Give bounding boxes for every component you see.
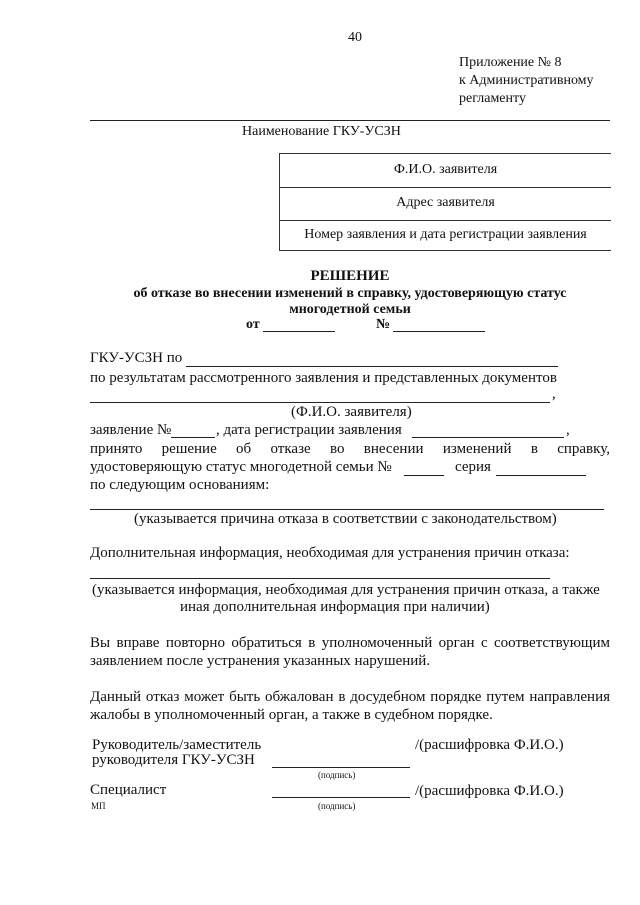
head-signature-caption: (подпись) xyxy=(318,770,356,780)
specialist-signature-line xyxy=(272,797,410,798)
decision-word: решение xyxy=(161,441,217,457)
decision-word: изменений xyxy=(442,441,512,457)
reapply-text-1: Вы вправе повторно обратиться в уполномоченный орган с соответствующим xyxy=(90,635,610,651)
head-title-2: руководителя ГКУ-УСЗН xyxy=(92,752,255,768)
info-caption-1: (указывается информация, необходимая для устранения причин отказа, а также xyxy=(92,582,600,598)
registration-date-label: , дата регистрации заявления xyxy=(216,422,402,438)
fio-caption: (Ф.И.О. заявителя) xyxy=(291,404,412,420)
appendix-line-1: Приложение № 8 xyxy=(459,55,562,70)
stamp-place-label: МП xyxy=(91,801,106,811)
fio-blank xyxy=(90,402,550,403)
grounds-label: по следующим основаниям: xyxy=(90,477,270,493)
application-number-date-label: Номер заявления и дата регистрации заявления xyxy=(304,227,587,242)
series-blank xyxy=(496,475,586,476)
date-from-label: от xyxy=(246,317,260,332)
box-divider xyxy=(280,187,611,188)
decision-word: в xyxy=(530,441,538,457)
applicant-box xyxy=(279,153,611,251)
additional-info-label: Дополнительная информация, необходимая для устранения причин отказа: xyxy=(90,545,570,561)
applicant-address-label: Адрес заявителя xyxy=(396,195,495,210)
reason-caption: (указывается причина отказа в соответствии с законодательством) xyxy=(134,511,557,527)
specialist-signature-caption: (подпись) xyxy=(318,801,356,811)
date-blank xyxy=(263,331,335,332)
gku-po-blank xyxy=(186,366,558,367)
info-caption-2: иная дополнительная информация при наличии) xyxy=(180,599,490,615)
gku-po-label: ГКУ-УСЗН по xyxy=(90,350,183,366)
appendix-line-2: к Административному xyxy=(459,73,594,88)
decision-word: принято xyxy=(90,441,143,457)
decision-word: внесении xyxy=(363,441,424,457)
page-number: 40 xyxy=(348,30,362,45)
application-number-label: заявление № xyxy=(90,422,172,438)
applicant-name-label: Ф.И.О. заявителя xyxy=(393,162,498,177)
decision-word: отказе xyxy=(270,441,311,457)
results-text: по результатам рассмотренного заявления и представленных документов xyxy=(90,370,557,386)
box-divider xyxy=(280,220,611,221)
appeal-text-2: жалобы в уполномоченный орган, а также в судебном порядке. xyxy=(90,707,493,723)
registration-date-blank xyxy=(412,437,564,438)
header-rule xyxy=(90,120,610,121)
additional-info-blank xyxy=(90,578,550,579)
reapply-text-2: заявлением после устранения указанных нарушений. xyxy=(90,653,431,669)
decision-word: об xyxy=(236,441,252,457)
document-subtitle-2: многодетной семьи xyxy=(289,302,411,317)
org-name-label: Наименование ГКУ-УСЗН xyxy=(242,124,401,139)
certificate-label: удостоверяющую статус многодетной семьи № xyxy=(90,459,392,475)
reason-blank xyxy=(90,509,604,510)
head-decode-label: /(расшифровка Ф.И.О.) xyxy=(415,737,564,753)
number-sign-label: № xyxy=(376,317,391,332)
document-title: РЕШЕНИЕ xyxy=(310,268,390,284)
specialist-label: Специалист xyxy=(90,782,167,798)
certificate-number-blank xyxy=(404,475,444,476)
head-title-1: Руководитель/заместитель xyxy=(92,737,262,753)
appendix-line-3: регламенту xyxy=(459,91,526,106)
decision-word: во xyxy=(329,441,345,457)
decision-word: справку, xyxy=(557,441,610,457)
application-number-blank xyxy=(171,437,215,438)
specialist-decode-label: /(расшифровка Ф.И.О.) xyxy=(415,783,564,799)
number-blank xyxy=(393,331,485,332)
head-signature-line xyxy=(272,767,410,768)
registration-date-comma: , xyxy=(566,422,570,438)
series-label: серия xyxy=(455,459,491,475)
appeal-text-1: Данный отказ может быть обжалован в досудебном порядке путем направления xyxy=(90,689,610,705)
document-subtitle-1: об отказе во внесении изменений в справку, удостоверяющую статус xyxy=(133,286,567,301)
fio-comma: , xyxy=(552,386,556,402)
decision-line xyxy=(90,441,610,458)
